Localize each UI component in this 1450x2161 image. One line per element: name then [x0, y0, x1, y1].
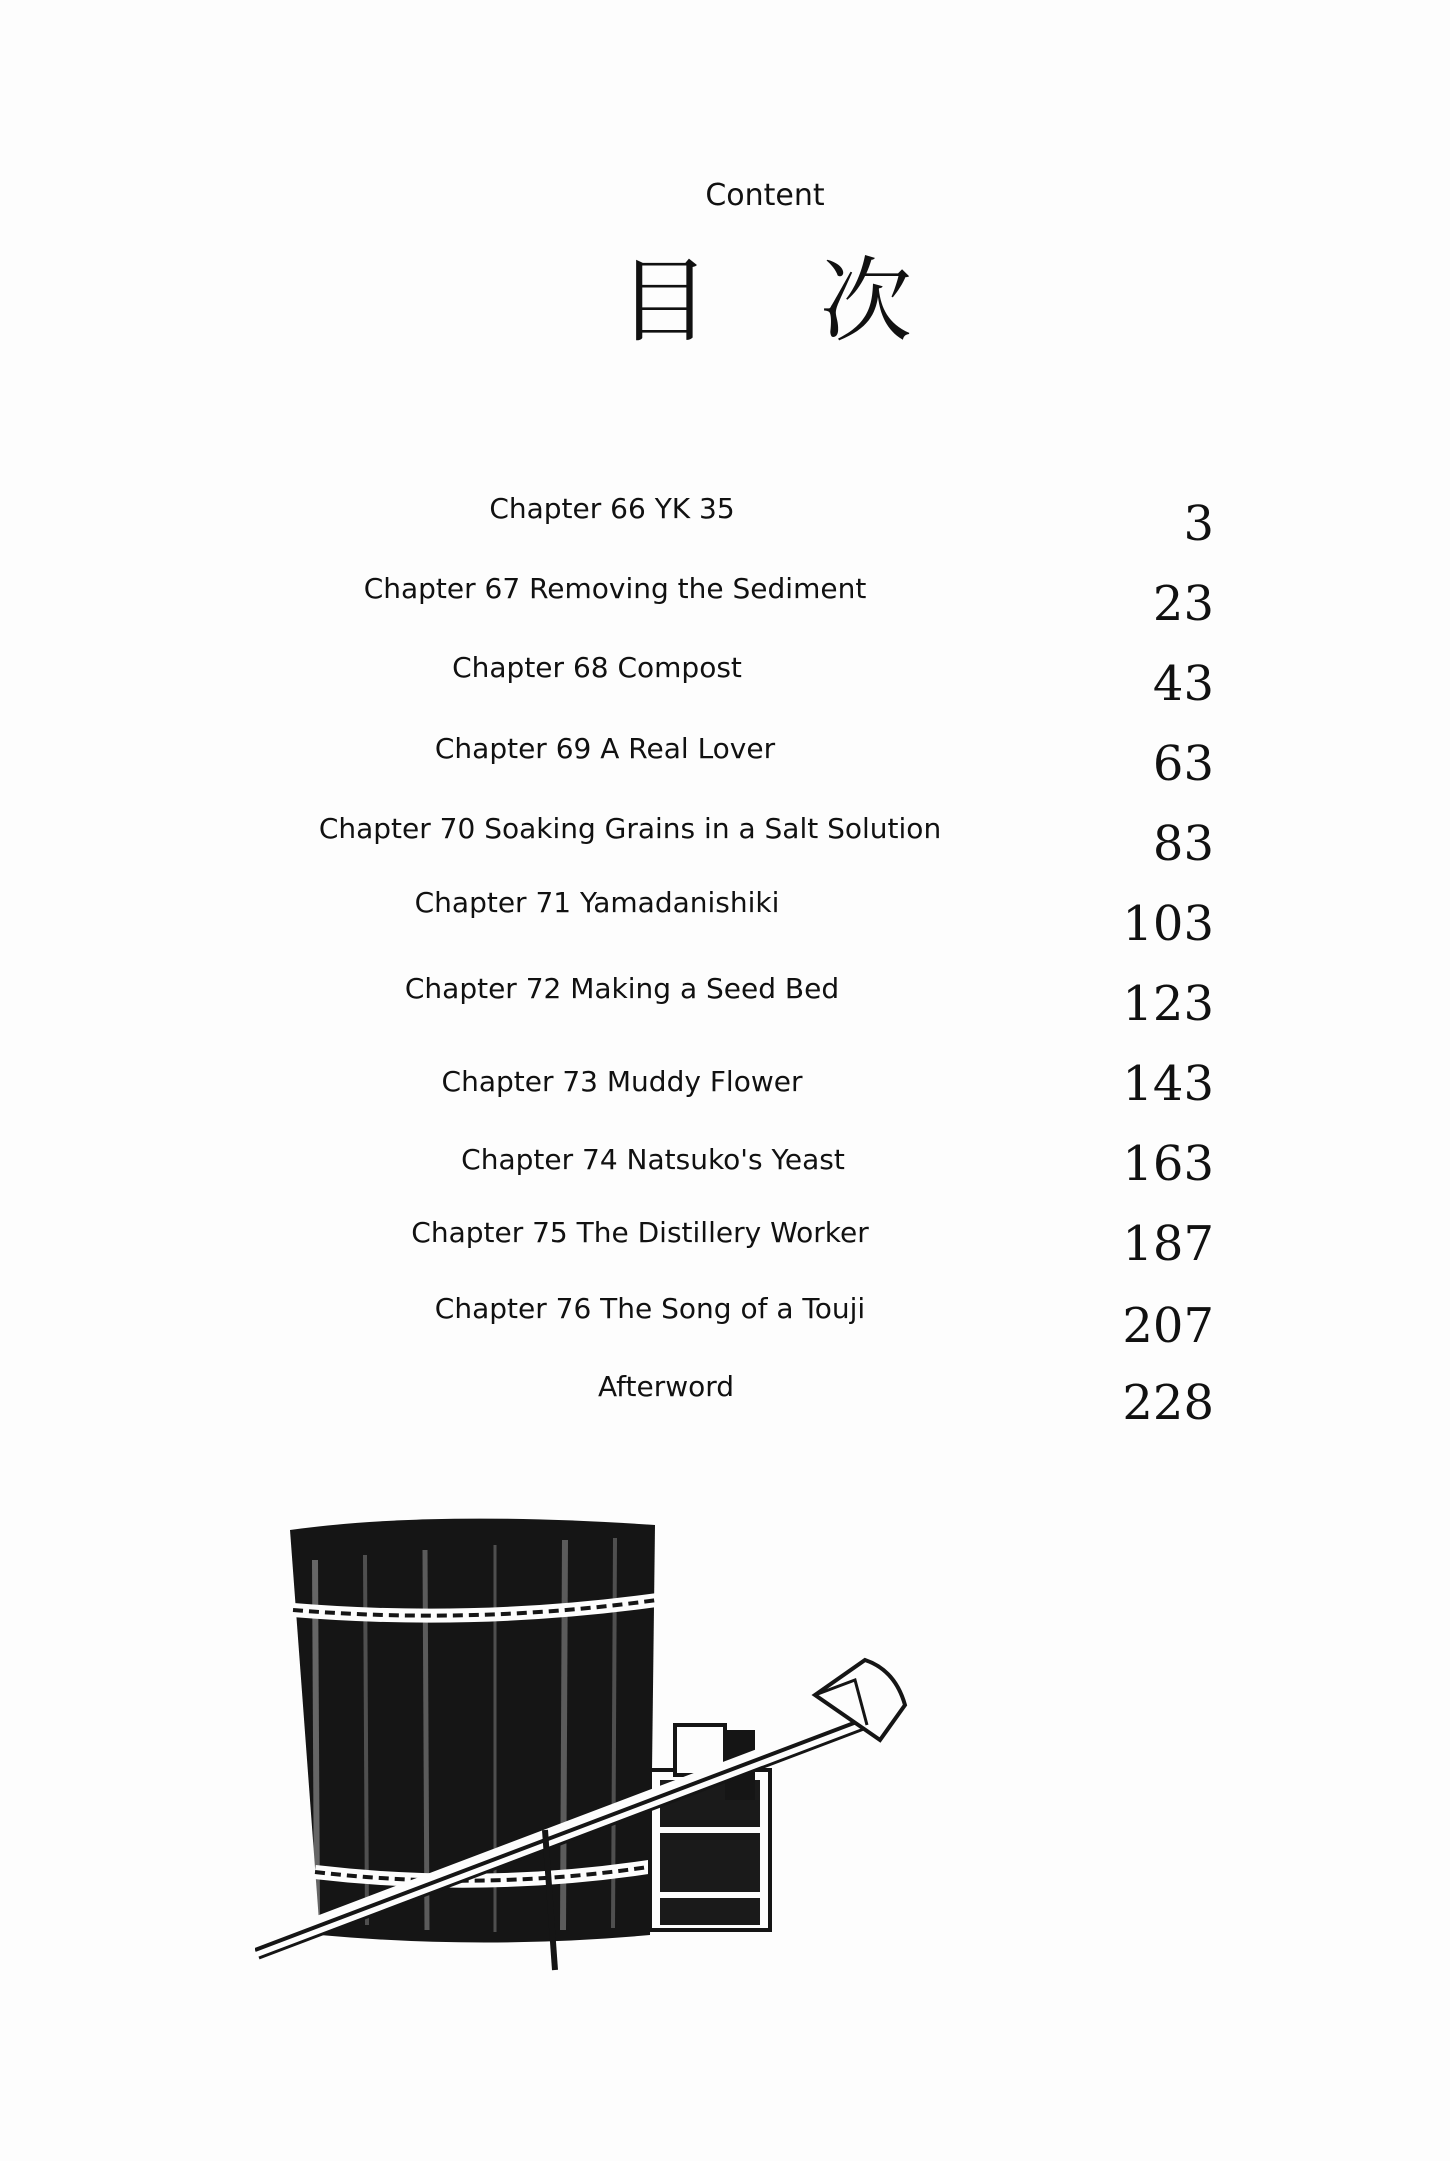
toc-entry-chapter-75[interactable]: Chapter 75 The Distillery Worker — [411, 1216, 869, 1249]
toc-entry-chapter-72[interactable]: Chapter 72 Making a Seed Bed — [404, 972, 840, 1005]
toc-page-chapter-71: 103 — [1122, 896, 1214, 952]
toc-entry-chapter-66[interactable]: Chapter 66 YK 35 — [489, 492, 735, 525]
toc-page-chapter-70: 83 — [1152, 816, 1214, 872]
toc-page-chapter-67: 23 — [1152, 576, 1214, 632]
sake-barrel-illustration — [255, 1500, 915, 1980]
toc-page-afterword: 228 — [1122, 1375, 1214, 1431]
toc-entry-chapter-76[interactable]: Chapter 76 The Song of a Touji — [434, 1292, 866, 1325]
toc-page-chapter-69: 63 — [1152, 736, 1214, 792]
toc-page-chapter-68: 43 — [1152, 656, 1214, 712]
toc-page-chapter-76: 207 — [1122, 1298, 1214, 1354]
toc-page-chapter-72: 123 — [1122, 976, 1214, 1032]
contents-title-jp: 目次 — [617, 248, 1022, 355]
toc-entry-chapter-67[interactable]: Chapter 67 Removing the Sediment — [363, 572, 867, 605]
toc-page-chapter-74: 163 — [1122, 1136, 1214, 1192]
toc-entry-afterword[interactable]: Afterword — [597, 1370, 735, 1403]
contents-title-en: Content — [705, 178, 825, 213]
toc-entry-chapter-71[interactable]: Chapter 71 Yamadanishiki — [414, 886, 780, 919]
toc-entry-chapter-74[interactable]: Chapter 74 Natsuko's Yeast — [461, 1143, 845, 1176]
toc-page-chapter-73: 143 — [1122, 1056, 1214, 1112]
toc-page-chapter-66: 3 — [1183, 496, 1214, 552]
wooden-tub-drawing — [290, 1519, 657, 1943]
toc-page-chapter-75: 187 — [1122, 1216, 1214, 1272]
toc-entry-chapter-70[interactable]: Chapter 70 Soaking Grains in a Salt Solution — [318, 812, 942, 845]
toc-entry-chapter-69[interactable]: Chapter 69 A Real Lover — [434, 732, 776, 765]
toc-entry-chapter-68[interactable]: Chapter 68 Compost — [452, 651, 742, 684]
toc-entry-chapter-73[interactable]: Chapter 73 Muddy Flower — [441, 1065, 803, 1098]
